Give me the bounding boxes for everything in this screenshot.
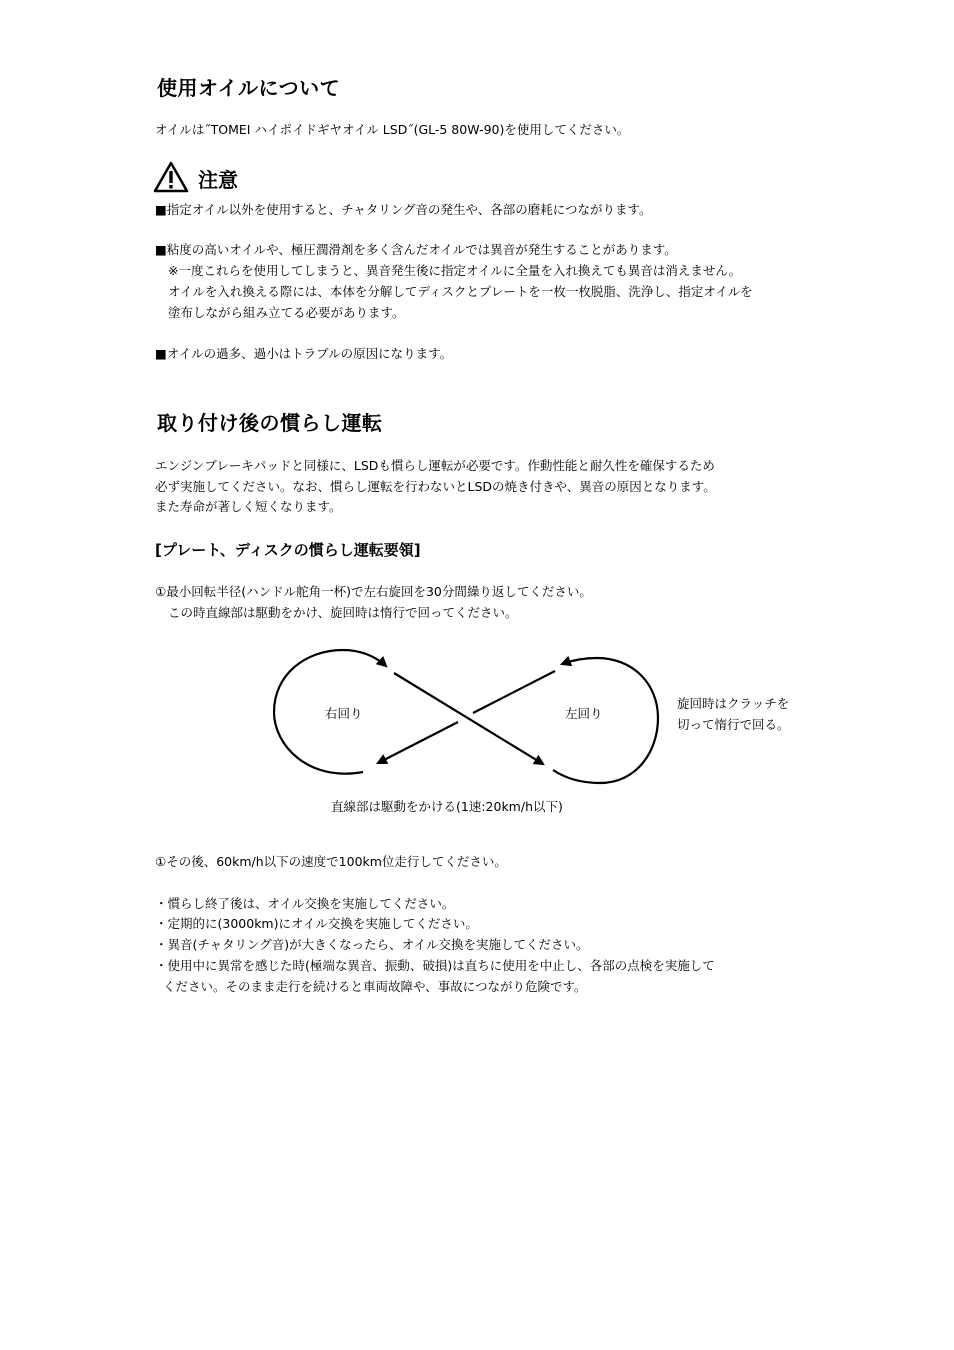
intro-line-2: 必ず実施してください。なお、慣らし運転を行わないとLSDの焼き付きや、異音の原因となります。 <box>155 479 716 494</box>
caution-line-2: ■粘度の高いオイルや、極圧潤滑剤を多く含んだオイルでは異音が発生することがあります。 <box>155 242 677 257</box>
note-line-4: ・使用中に異常を感じた時(極端な異音、振動、破損)は直ちに使用を中止し、各部の点検を実施して <box>155 958 715 973</box>
diagonal-arrow-down <box>394 673 543 764</box>
intro-line-1: エンジンブレーキパッドと同様に、LSDも慣らし運転が必要です。作動性能と耐久性を確保するため <box>155 458 715 473</box>
step1-line-2: この時直線部は駆動をかけ、旋回時は惰行で回ってください。 <box>168 605 518 620</box>
step1-line-1: ①最小回転半径(ハンドル舵角一杯)で左右旋回を30分間繰り返してください。 <box>155 584 592 599</box>
coast-note-line-1: 旋回時はクラッチを <box>677 696 790 711</box>
diagonal-upper-segment <box>473 671 555 713</box>
note-line-1: ・慣らし終了後は、オイル交換を実施してください。 <box>155 896 455 911</box>
diagram-caption: 直線部は駆動をかける(1速:20km/h以下) <box>331 799 563 814</box>
note-line-5: ください。そのまま走行を続けると車両故障や、事故につながり危険です。 <box>163 979 587 994</box>
left-turn-label: 左回り <box>565 706 603 721</box>
intro-line-3: また寿命が著しく短くなります。 <box>155 499 342 514</box>
section-title-oil: 使用オイルについて <box>157 76 341 100</box>
note-line-3: ・異音(チャタリング音)が大きくなったら、オイル交換を実施してください。 <box>155 937 589 952</box>
step2-text: ①その後、60km/h以下の速度で100km位走行してください。 <box>155 854 507 869</box>
caution-line-6: ■オイルの過多、過小はトラブルの原因になります。 <box>155 346 453 361</box>
subsection-title: [プレート、ディスクの慣らし運転要領] <box>155 541 421 559</box>
right-turn-label: 右回り <box>325 706 363 721</box>
oil-spec-text: オイルは˝TOMEI ハイポイドギヤオイル LSD˝(GL-5 80W-90)を使用してください。 <box>155 122 630 137</box>
caution-line-4: オイルを入れ換える際には、本体を分解してディスクとプレートを一枚一枚脱脂、洗浄し、指定オイルを <box>168 284 753 299</box>
diagonal-arrow-left <box>378 722 458 763</box>
caution-line-3: ※一度これらを使用してしまうと、異音発生後に指定オイルに全量を入れ換えても異音は消えません。 <box>168 263 742 278</box>
caution-title: 注意 <box>198 168 238 192</box>
note-line-2: ・定期的に(3000km)にオイル交換を実施してください。 <box>155 916 478 931</box>
caution-line-5: 塗布しながら組み立てる必要があります。 <box>168 305 405 320</box>
caution-line-1: ■指定オイル以外を使用すると、チャタリング音の発生や、各部の磨耗につながります。 <box>155 202 652 217</box>
coast-note-line-2: 切って惰行で回る。 <box>677 717 790 732</box>
section-title-break-in: 取り付け後の慣らし運転 <box>157 411 383 435</box>
